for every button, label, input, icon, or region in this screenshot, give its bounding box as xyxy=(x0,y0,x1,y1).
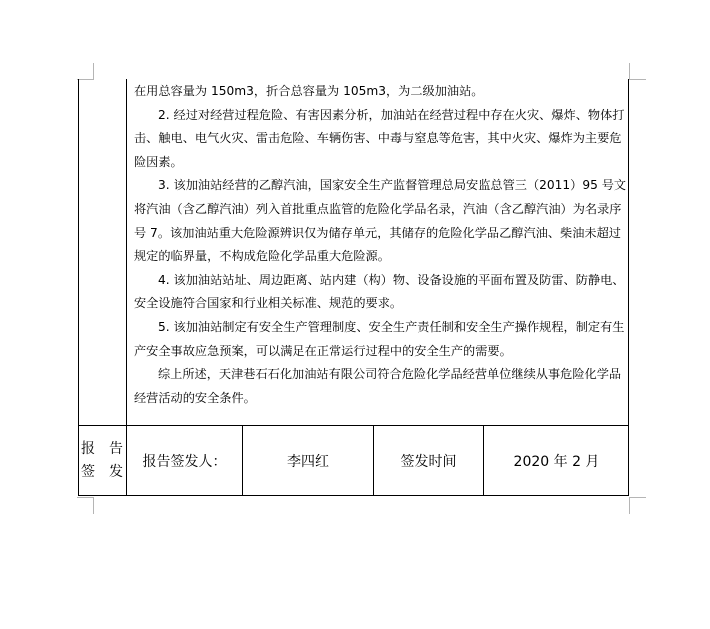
paragraph-4: 4. 该加油站站址、周边距离、站内建（构）物、设备设施的平面布置及防雷、防静电、安全设施符合国家和行业相关标准、规范的要求。 xyxy=(134,272,625,311)
paragraph-1: 在用总容量为 150m3，折合总容量为 105m3，为二级加油站。 xyxy=(134,84,484,98)
issue-date-label: 签发时间 xyxy=(374,425,484,496)
conclusion-text xyxy=(134,80,628,410)
signature-row xyxy=(78,425,629,496)
page-corner-mark xyxy=(77,497,94,514)
paragraph-5: 5. 该加油站制定有安全生产管理制度、安全生产责任制和安全生产操作规程，制定有生产安全事故应急预案，可以满足在正常运行过程中的安全生产的需要。 xyxy=(134,319,625,358)
table-divider xyxy=(126,79,127,425)
page-corner-mark xyxy=(629,63,646,80)
issuer-name: 李四红 xyxy=(243,425,374,496)
issuer-label: 报告签发人： xyxy=(127,425,243,496)
paragraph-3: 3. 该加油站经营的乙醇汽油，国家安全生产监督管理总局安监总管三（2011）95 号文将汽油（含乙醇汽油）列入首批重点监管的危险化学品名录，汽油（含乙醇汽油）为名录序号 7。该加油站重大危险源辨识仅为储存单元，其储存的危险化学品乙醇汽油、柴油未超过规定的临界量，不构成危险化学品重大危险源。 xyxy=(134,178,627,264)
page-corner-mark xyxy=(77,63,94,80)
report-issue-header xyxy=(78,425,137,496)
paragraph-summary: 综上所述，天津巷石石化加油站有限公司符合危险化学品经营单位继续从事危险化学品经营活动的安全条件。 xyxy=(134,367,622,405)
page-corner-mark xyxy=(629,497,646,514)
paragraph-2: 2. 经过对经营过程危险、有害因素分析，加油站在经营过程中存在火灾、爆炸、物体打击、触电、电气火灾、雷击危险、车辆伤害、中毒与窒息等危害，其中火灾、爆炸为主要危险因素。 xyxy=(134,107,625,169)
issue-date-value: 2020 年 2 月 xyxy=(513,453,600,470)
header-line-2: 签发 xyxy=(81,463,137,480)
header-line-1: 报告 xyxy=(81,440,137,457)
